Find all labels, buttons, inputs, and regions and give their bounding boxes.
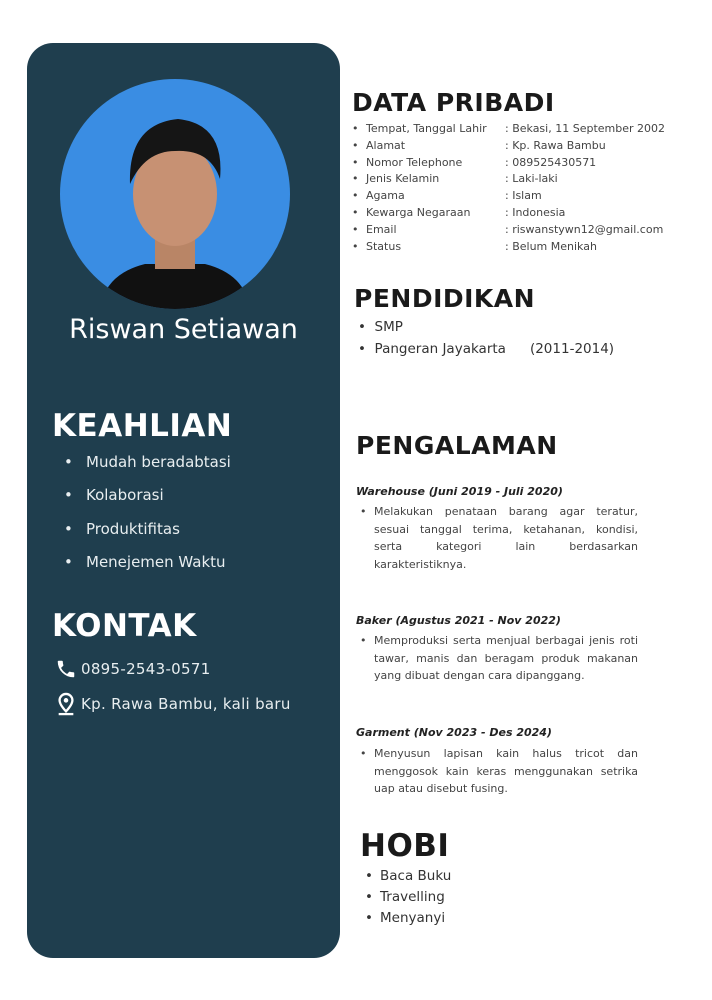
personal-row: • Agama : Islam (352, 189, 542, 203)
experience-heading: PENGALAMAN (356, 431, 558, 460)
personal-row: • Nomor Telephone : 089525430571 (352, 155, 597, 169)
job-description: • Memproduksi serta menjual berbagai jenis roti tawar, manis dan beragam produk makanan yang dibuat dengan cara dipanggang. (374, 632, 638, 685)
personal-row: • Email : riswanstywn12@gmail.com (352, 222, 664, 236)
job-title: Baker (Agustus 2021 - Nov 2022) (356, 614, 561, 627)
personal-data-list (352, 122, 665, 256)
skill-item: • Produktifitas (68, 520, 180, 538)
skill-item: • Mudah beradabtasi (68, 453, 231, 471)
hobby-item: • Baca Buku (380, 868, 451, 884)
location-pin-icon (55, 692, 77, 716)
education-school: • Pangeran Jayakarta (2011-2014) (358, 341, 615, 357)
hobby-item: • Menyanyi (380, 910, 445, 926)
address-text: Kp. Rawa Bambu, kali baru (81, 695, 291, 713)
phone-number: 0895-2543-0571 (81, 660, 211, 678)
skills-heading: KEAHLIAN (52, 408, 233, 444)
personal-row: • Jenis Kelamin : Laki-laki (352, 172, 558, 186)
education-years: (2011-2014) (529, 341, 615, 357)
contact-heading: KONTAK (52, 608, 197, 644)
job-description: • Menyusun lapisan kain halus tricot dan menggosok kain keras menggunakan setrika uap atau disebut fusing. (374, 745, 638, 798)
contact-phone (55, 658, 211, 680)
job-title: Warehouse (Juni 2019 - Juli 2020) (356, 485, 563, 498)
profile-photo (60, 79, 290, 309)
education-heading: PENDIDIKAN (354, 284, 536, 313)
personal-row: • Alamat : Kp. Rawa Bambu (352, 138, 606, 152)
contact-address (55, 692, 291, 716)
job-description: • Melakukan penataan barang agar teratur, sesuai tanggal terima, ketahanan, kondisi, serta kategori lain berdasarkan karakteristiknya. (374, 503, 638, 573)
personal-row: • Kewarga Negaraan : Indonesia (352, 205, 566, 219)
personal-row: • Tempat, Tanggal Lahir : Bekasi, 11 September 2002 (352, 122, 665, 135)
personal-row: • Status : Belum Menikah (352, 239, 597, 253)
hobby-item: • Travelling (380, 889, 445, 905)
candidate-name: Riswan Setiawan (69, 314, 298, 345)
personal-data-heading: DATA PRIBADI (352, 88, 555, 117)
hobbies-heading: HOBI (360, 828, 450, 864)
education-level: • SMP (358, 319, 403, 335)
skill-item: • Kolaborasi (68, 486, 164, 504)
skill-item: • Menejemen Waktu (68, 553, 226, 571)
job-title: Garment (Nov 2023 - Des 2024) (356, 726, 552, 739)
phone-icon (55, 658, 77, 680)
